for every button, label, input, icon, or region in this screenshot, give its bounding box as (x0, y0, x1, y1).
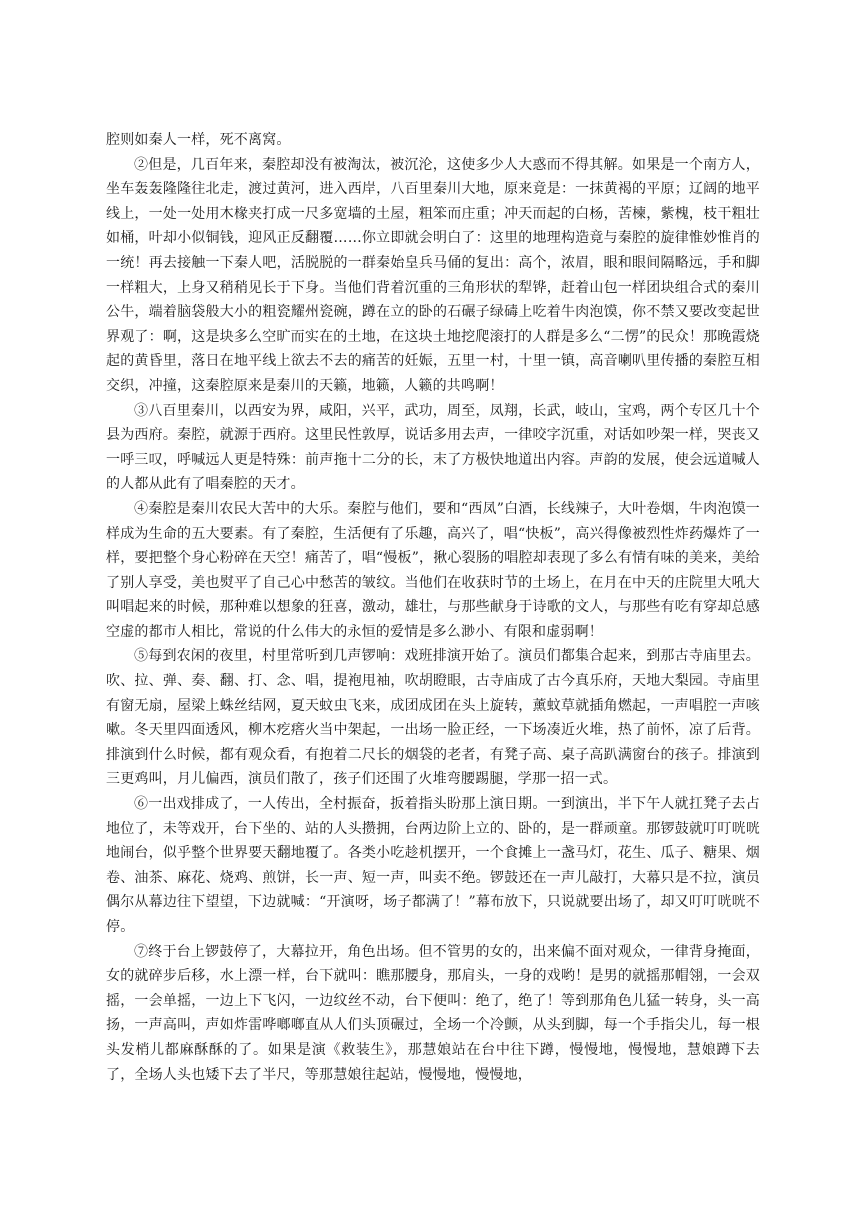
article-body (106, 128, 760, 1087)
paragraph-6: ⑥一出戏排成了，一人传出，全村振奋，扳着指头盼那上演日期。一到演出，半下午人就扛凳子去占地位了，未等戏开，台下坐的、站的人头攒拥，台两边阶上立的、卧的，是一群顽童。那锣鼓就叮叮咣咣地闹台，似乎整个世界要天翻地覆了。各类小吃趁机摆开，一个食摊上一盏马灯，花生、瓜子、糖果、烟卷、油茶、麻花、烧鸡、煎饼，长一声、短一声，叫卖不绝。锣鼓还在一声儿敲打，大幕只是不拉，演员偶尔从幕边往下望望，下边就喊：“开演呀，场子都满了！”幕布放下，只说就要出场了，却又叮叮咣咣不停。 (106, 796, 760, 935)
paragraph-7: ⑦终于台上锣鼓停了，大幕拉开，角色出场。但不管男的女的，出来偏不面对观众，一律背身掩面，女的就碎步后移，水上漂一样，台下就叫：瞧那腰身，那肩头，一身的戏哟！是男的就摇那帽翎，一会双摇，一会单摇，一边上下飞闪，一边纹丝不动，台下便叫：绝了，绝了！等到那角色儿猛一转身，头一高扬，一声高叫，声如炸雷哗啷啷直从人们头顶碾过，全场一个冷颤，从头到脚，每一个手指尖儿，每一根头发梢儿都麻酥酥的了。如果是演《救装生》，那慧娘站在台中往下蹲，慢慢地，慢慢地，慧娘蹲下去了，全场人头也矮下去了半尺，等那慧娘往起站，慢慢地，慢慢地， (106, 943, 760, 1083)
paragraph-2: ②但是，几百年来，秦腔却没有被淘汰，被沉沦，这使多少人大惑而不得其解。如果是一个南方人，坐车轰轰隆隆往北走，渡过黄河，进入西岸，八百里秦川大地，原来竟是：一抹黄褐的平原；辽阔的地平线上，一处一处用木椽夹打成一尺多宽墙的土屋，粗笨而庄重；冲天而起的白杨，苦楝，紫槐，枝干粗壮如桶，叶却小似铜钱，迎风正反翻覆……你立即就会明白了：这里的地理构造竟与秦腔的旋律惟妙惟肖的一统！再去接触一下秦人吧，活脱脱的一群秦始皇兵马俑的复出：高个，浓眉，眼和眼间隔略远，手和脚一样粗大，上身又稍稍见长于下身。当他们背着沉重的三角形状的犁铧，赶着山包一样团块组合式的秦川公牛，端着脑袋般大小的粗瓷耀州瓷碗，蹲在立的卧的石碾子绿碡上吃着牛肉泡馍，你不禁又要改变起世界观了：啊，这是块多么空旷而实在的土地，在这块土地挖爬滚打的人群是多么“二愣”的民众！那晚霞烧起的黄昏里，落日在地平线上欲去不去的痛苦的妊娠，五里一村，十里一镇，高音喇叭里传播的秦腔互相交织，冲撞，这秦腔原来是秦川的天籁，地籁，人籁的共鸣啊！ (106, 156, 760, 394)
paragraph-5: ⑤每到农闲的夜里，村里常听到几声锣响：戏班排演开始了。演员们都集合起来，到那古寺庙里去。吹、拉、弹、奏、翻、打、念、唱，提袍甩袖，吹胡瞪眼，古寺庙成了古今真乐府，天地大梨园。寺庙里有窗无扇，屋梁上蛛丝结网，夏天蚊虫飞来，成团成团在头上旋转，薰蚊草就插角燃起，一声唱腔一声咳嗽。冬天里四面透风，柳木疙瘩火当中架起，一出场一脸正经，一下场凑近火堆，热了前怀，凉了后背。排演到什么时候，都有观众看，有抱着二尺长的烟袋的老者，有凳子高、桌子高趴满窗台的孩子。排演到三更鸡叫，月儿偏西，演员们散了，孩子们还围了火堆弯腰踢腿，学那一招一式。 (106, 648, 760, 788)
paragraph-3: ③八百里秦川，以西安为界，咸阳，兴平，武功，周至，凤翔，长武，岐山，宝鸡，两个专区几十个县为西府。秦腔，就源于西府。这里民性敦厚，说话多用去声，一律咬字沉重，对话如吵架一样，哭丧又一呼三叹，呼喊远人更是特殊：前声拖十二分的长，末了方极快地道出内容。声韵的发展，使会远道喊人的人都从此有了唱秦腔的天才。 (106, 402, 760, 493)
paragraph-1-continued: 腔则如秦人一样，死不离窝。 (106, 132, 291, 148)
paragraph-4: ④秦腔是秦川农民大苦中的大乐。秦腔与他们，要和“西凤”白酒，长线辣子，大叶卷烟，牛肉泡馍一样成为生命的五大要素。有了秦腔，生活便有了乐趣，高兴了，唱“快板”，高兴得像被烈性炸药爆炸了一样，要把整个身心粉碎在天空！痛苦了，唱“慢板”，揪心裂肠的唱腔却表现了多么有情有味的美来，美给了别人享受，美也熨平了自己心中愁苦的皱纹。当他们在收获时节的土场上，在月在中天的庄院里大吼大叫唱起来的时候，那种难以想象的狂喜，激动，雄壮，与那些献身于诗歌的文人，与那些有吃有穿却总感空虚的都市人相比，常说的什么伟大的永恒的爱情是多么渺小、有限和虚弱啊！ (106, 500, 760, 640)
